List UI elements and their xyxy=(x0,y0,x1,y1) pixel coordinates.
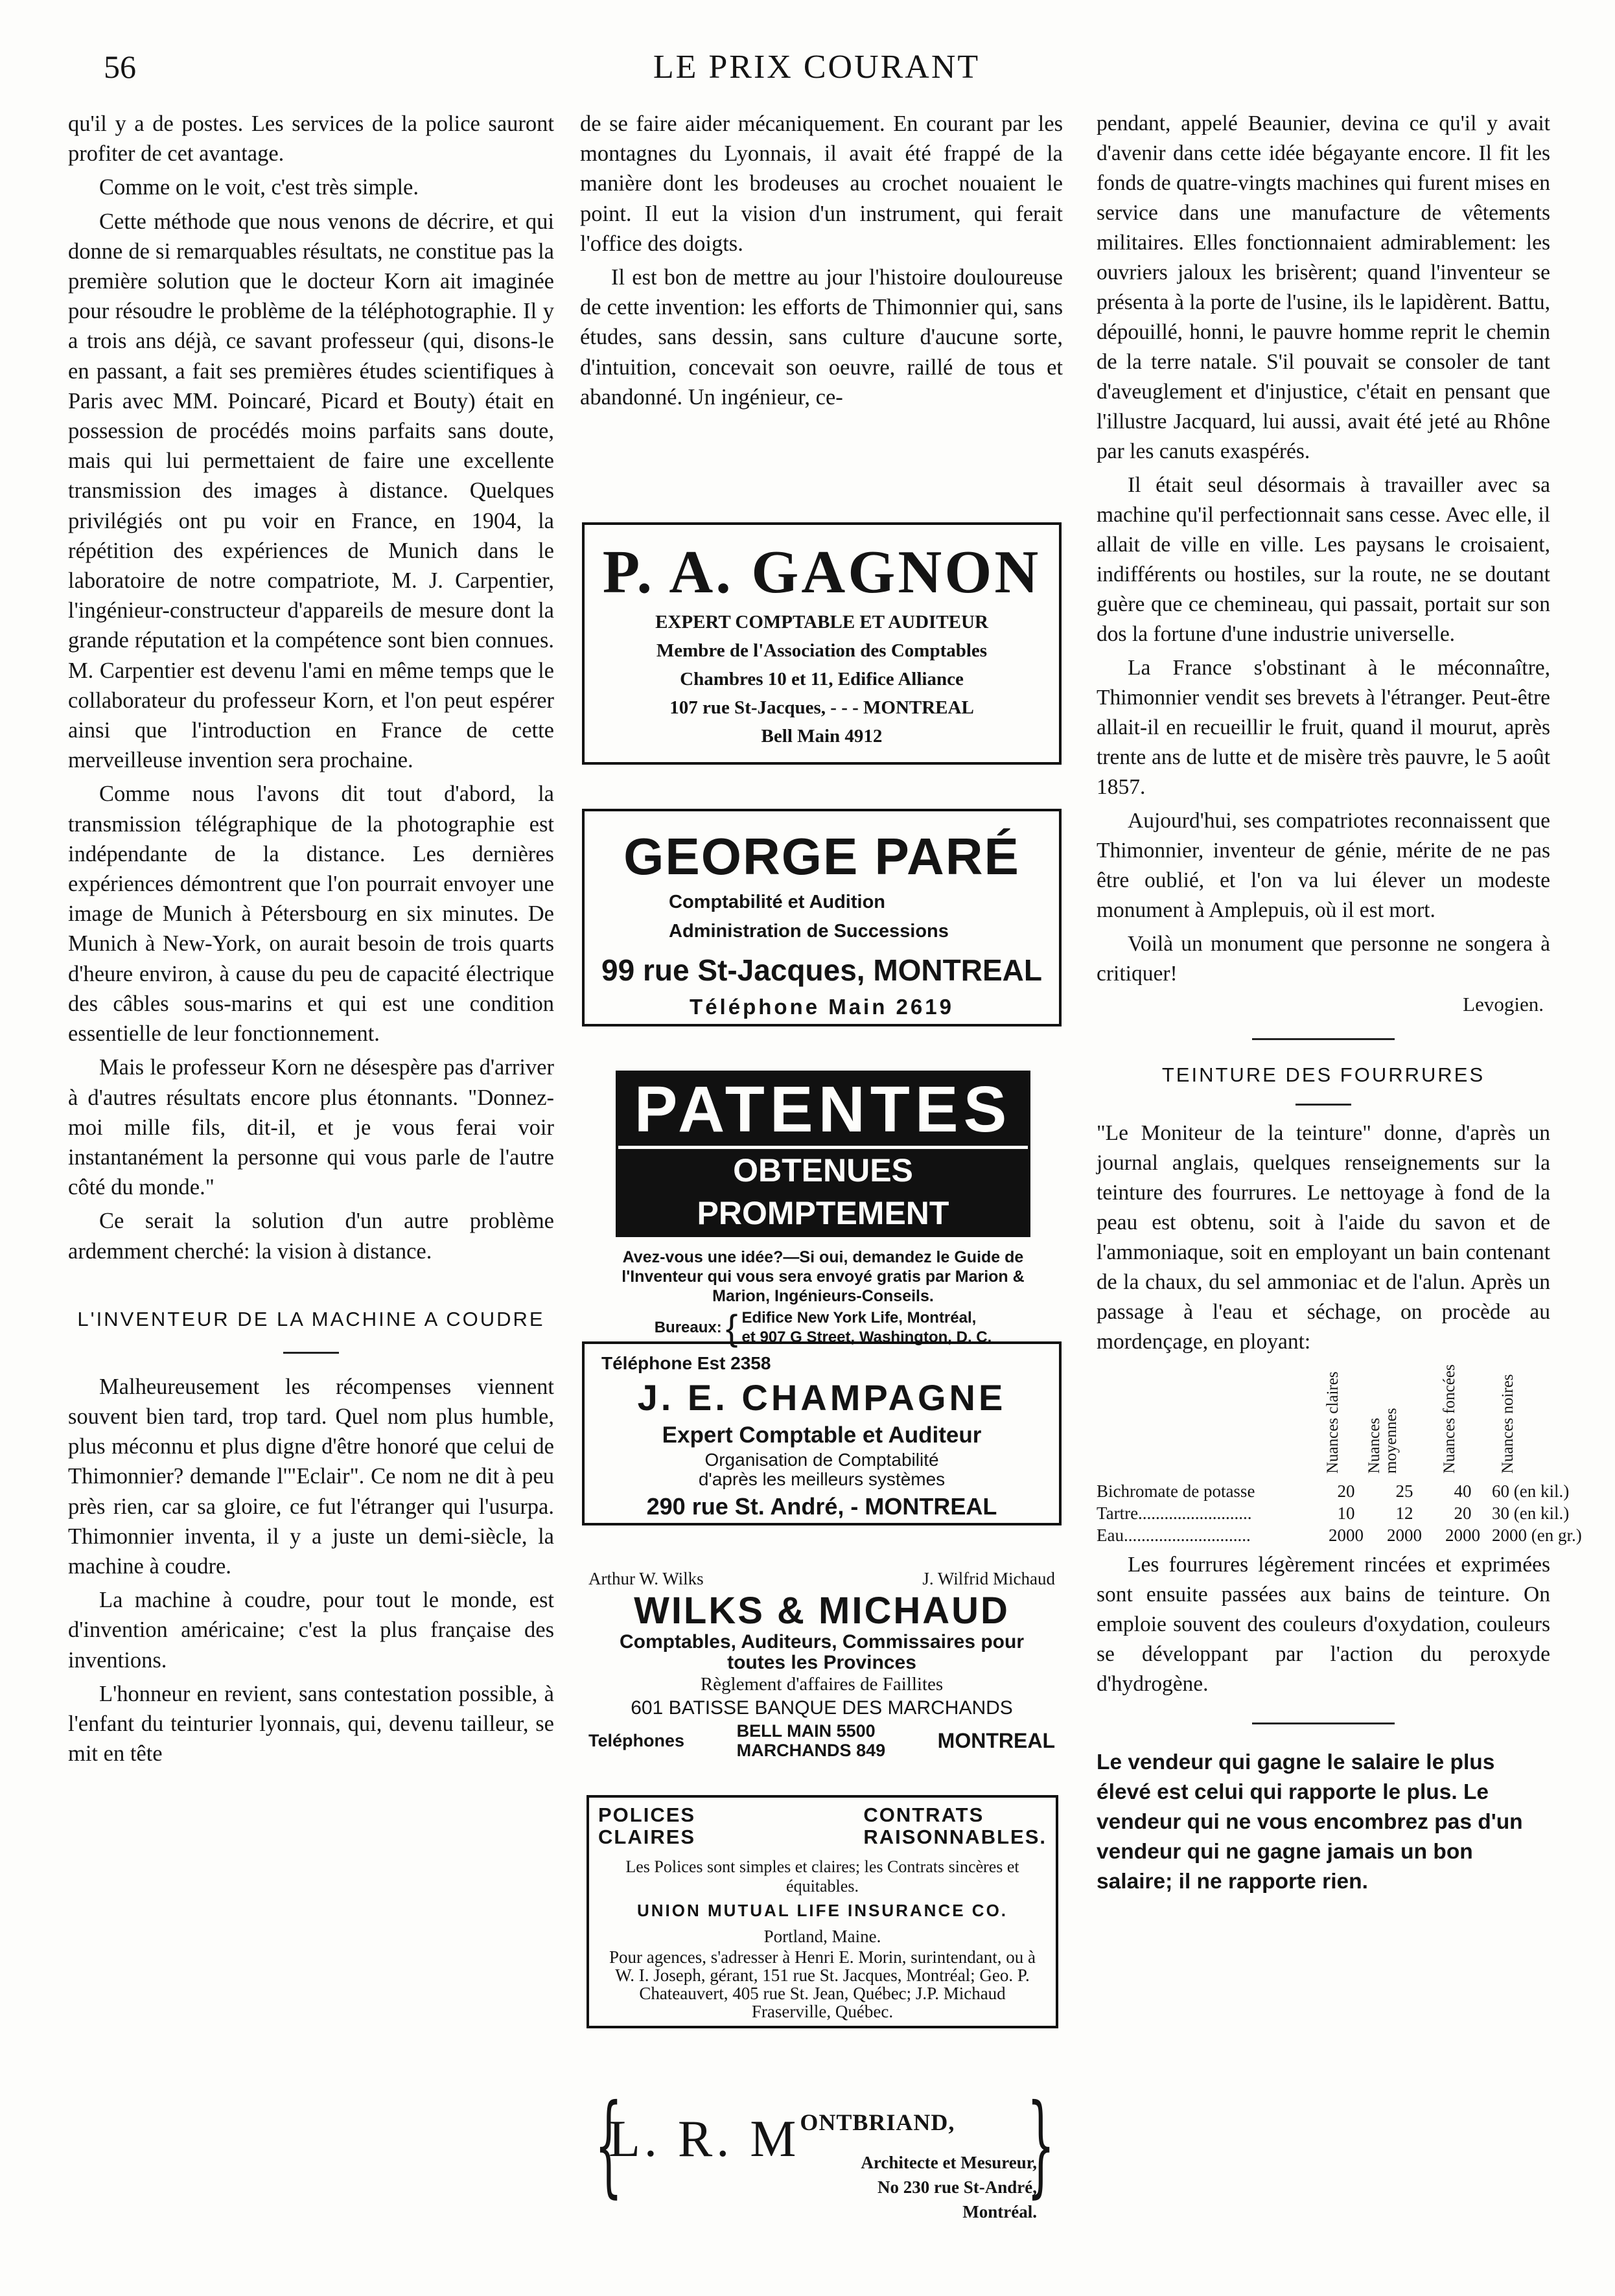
ad-wilks-tel: MARCHANDS 849 xyxy=(736,1741,886,1760)
ad-patentes-title: PATENTES xyxy=(634,1073,1012,1146)
table-cell: 12 xyxy=(1395,1503,1413,1523)
ad-patentes-bureaux-label: Bureaux: xyxy=(654,1319,722,1336)
divider xyxy=(1295,1104,1351,1106)
paragraph: Voilà un monument que personne ne songera à critiquer! xyxy=(1097,932,1550,986)
ad-champagne-address: 290 rue St. André, - MONTREAL xyxy=(646,1493,997,1520)
brace-icon: { xyxy=(594,2081,623,2209)
dye-col-label: Nuances moyennes xyxy=(1365,1408,1400,1474)
paragraph: pendant, appelé Beaunier, devina ce qu'il y avait d'avenir dans cette idée bégayante encore. Il fit les fonds de quatre-vingts machines qui furent mises en service dans une manufacture de vêtements militaires. Elles fonctionnaient admirablement: les ouvriers jaloux les brisèrent; quand l'inventeur se présenta à la porte de l'usine, ils le lapidèrent. Battu, dépouillé, honni, le pauvre homme reprit le chemin de la terre natale. S'il pouvait se consoler de tant d'aveuglement et d'injustice, c'était en pensant que l'illustre Jacquard, lui aussi, avait été jeté au Rhône par les canuts exaspérés. xyxy=(1097,111,1550,463)
ad-champagne-phone: Téléphone Est 2358 xyxy=(601,1353,771,1373)
dye-col-label: Nuances noires xyxy=(1499,1374,1516,1474)
divider xyxy=(283,1352,339,1354)
table-row xyxy=(1097,1480,1570,1502)
ad-gagnon-name: P. A. GAGNON xyxy=(602,539,1041,606)
paragraph: qu'il y a de postes. Les services de la police sauront profiter de cet avantage. xyxy=(68,111,554,167)
table-cell: 20 xyxy=(1454,1503,1472,1523)
ad-wilks-line: toutes les Provinces xyxy=(727,1652,916,1673)
divider xyxy=(1252,1722,1395,1724)
ad-union-head-text: POLICES xyxy=(598,1803,696,1826)
table-cell: 10 xyxy=(1337,1503,1355,1523)
ad-union-company: UNION MUTUAL LIFE INSURANCE CO. xyxy=(636,1901,1008,1920)
paragraph: Cette méthode que nous venons de décrire, et qui donne de si remarquables résultats, ne constitue pas la première solution que le docteur Korn ait imaginée pour résoudre le problème de la téléphotographie. Il y a trois ans déjà, ce savant professeur (qui, disons-le en passant, a fait ses premières études scientifiques à Paris avec MM. Poincaré, Picard et Bouty) était en possession de procédés moins parfaits sans doute, mais qui lui permettaient de faire une excellente transmission des images à distance. Quelques privilégiés ont pu voir en France, en 1904, la répétition des expériences de Munich dans le laboratoire de notre compatriote, M. J. Carpentier, l'ingénieur-constructeur d'appareils de mesure dont la grande réputation et la compétence sont bien connues. M. Carpentier est devenu l'ami en même temps que le collaborateur du professeur Korn, et l'on peut espérer ainsi que l'introduction en France de cette merveilleuse invention sera prochaine. xyxy=(68,209,554,773)
paragraph: Il est bon de mettre au jour l'histoire douloureuse de cette invention: les efforts de Thimonnier qui, sans études, sans dessin, sans culture d'aucune sorte, d'intuition, concevait son oeuvre, raillé de tous et abandonné. Un ingénieur, ce- xyxy=(580,265,1063,410)
ad-gagnon xyxy=(582,522,1062,765)
ad-gagnon-line: Chambres 10 et 11, Edifice Alliance xyxy=(680,669,964,690)
ad-wilks-partner: J. Wilfrid Michaud xyxy=(922,1569,1055,1588)
paragraph: Aujourd'hui, ses compatriotes reconnaissent que Thimonnier, inventeur de génie, mérite de ne pas être oublié, et l'on va lui élever un modeste monument à Amplepuis, où il est mort. xyxy=(1097,809,1550,922)
signature: Levogien. xyxy=(1463,993,1544,1015)
column-3 xyxy=(1097,109,1582,1901)
journal-title: LE PRIX COURANT xyxy=(653,49,981,86)
ad-union-head-text: CLAIRES xyxy=(598,1826,696,1848)
paragraph: Les fourrures légèrement rincées et exprimées sont ensuite passées aux bains de teinture. On emploie souvent des couleurs d'oxydation, couleurs se développant par l'action du peroxyde d'hydrogène. xyxy=(1097,1553,1550,1696)
dye-col-label: Nuances claires xyxy=(1324,1371,1342,1474)
ad-montbriand-line: Montréal. xyxy=(962,2202,1037,2221)
table-cell: 60 (en kil.) xyxy=(1492,1481,1570,1501)
ad-pare-line: Comptabilité et Audition xyxy=(669,892,886,912)
ad-union-head xyxy=(598,1804,1047,1848)
ad-wilks-city: MONTREAL xyxy=(937,1728,1055,1752)
ad-union-line: Les Polices sont simples et claires; les Contrats sincères et équitables. xyxy=(625,1857,1019,1896)
table-row-label: Bichromate de potasse xyxy=(1097,1481,1255,1501)
ad-union-head-right xyxy=(863,1804,1047,1848)
ad-gagnon-line: EXPERT COMPTABLE ET AUDITEUR xyxy=(655,612,988,632)
paragraph: Comme on le voit, c'est très simple. xyxy=(99,175,419,200)
ad-wilks-tel: BELL MAIN 5500 xyxy=(736,1721,876,1741)
ad-montbriand-details xyxy=(861,2150,1037,2224)
table-row xyxy=(1097,1502,1570,1524)
ad-union-city: Portland, Maine. xyxy=(763,1927,881,1946)
dye-col-header xyxy=(1492,1370,1550,1480)
brace-icon: { xyxy=(725,1307,738,1348)
paragraph: Comme nous l'avons dit tout d'abord, la transmission télégraphique de la photographie est indépendante de la distance. Les dernières expériences démontrent que l'on pourrait envoyer une image de Munich à Pétersbourg en six minutes. De Munich à New-York, on aurait besoin de trois quarts d'heure environ, à cause du peu de capacité électrique des câbles sous-marins et qui est une condition essentielle de leur fonctionnement. xyxy=(68,782,554,1047)
paragraph: La machine à coudre, pour tout le monde, est d'invention américaine; c'est la plus française des inventions. xyxy=(68,1588,554,1673)
ad-montbriand-initials: L. R. M xyxy=(609,2111,800,2168)
ad-patentes-bureau: et 907 G Street, Washington, D. C. xyxy=(741,1328,992,1346)
table-cell: 2000 xyxy=(1445,1525,1480,1545)
salesman-note: Le vendeur qui gagne le salaire le plus élevé est celui qui rapporte le plus. Le vendeur qui ne vous encombrez pas d'un vendeur qui ne gagne jamais un bon salaire; il ne rapporte rien. xyxy=(1097,1750,1523,1894)
dye-table-header xyxy=(1097,1364,1550,1480)
dye-table xyxy=(1097,1364,1582,1546)
table-cell: 40 xyxy=(1454,1481,1472,1501)
ad-champagne-line: Expert Comptable et Auditeur xyxy=(662,1422,982,1448)
ad-wilks-firm: WILKS & MICHAUD xyxy=(634,1590,1010,1632)
table-cell: 30 (en kil.) xyxy=(1492,1503,1570,1523)
ad-wilks-line: Règlement d'affaires de Faillites xyxy=(700,1674,944,1695)
paragraph: "Le Moniteur de la teinture" donne, d'après un journal anglais, quelques renseignements sur la teinture des fourrures. Le nettoyage à fond de la peau est obtenu, soit à l'aide du savon et de l'ammoniaque, soit en employant un bain contenant de la chaux, du sel ammoniac et de l'alun. Après un passage à l'eau et séchage, on procède au mordençage, en ployant: xyxy=(1097,1121,1550,1354)
table-cell: 20 xyxy=(1337,1481,1355,1501)
paragraph: La France s'obstinant à le méconnaître, Thimonnier vendit ses brevets à l'étranger. Peut-être allait-il en recueillir le fruit, quand il mourut, après trente ans de lutte et de misère très pauvre, le 5 août 1857. xyxy=(1097,656,1550,799)
ad-wilks-telephones xyxy=(582,1721,1062,1760)
ad-pare-name: GEORGE PARÉ xyxy=(623,828,1020,885)
table-row-label: Tartre.......................... xyxy=(1097,1503,1252,1523)
section-title-teinture: TEINTURE DES FOURRURES xyxy=(1161,1063,1485,1086)
ad-union-agencies: Pour agences, s'adresser à Henri E. Morin, surintendant, ou à W. I. Joseph, gérant, 151 rue St. Jacques, Montréal; Geo. P. Chateauvert, 405 rue St. Jean, Québec; J.P. Michaud Fraserville, Québec. xyxy=(609,1947,1036,2021)
paragraph: L'honneur en revient, sans contestation possible, à l'enfant du teinturier lyonnais, qui, devenu tailleur, se mit en tête xyxy=(68,1681,554,1767)
ad-gagnon-line: Membre de l'Association des Comptables xyxy=(656,640,988,661)
ad-wilks-tel-numbers xyxy=(737,1721,886,1760)
ad-montbriand-surname: ONTBRIAND, xyxy=(800,2109,955,2135)
ad-montbriand-line: Architecte et Mesureur, xyxy=(861,2153,1037,2172)
ad-wilks-tel-label: Teléphones xyxy=(588,1730,685,1750)
paragraph: de se faire aider mécaniquement. En courant par les montagnes du Lyonnais, il avait été frappé de la manière dont les brodeuses au crochet nouaient le point. Il eut la vision d'un instrument, qui ferait l'office des doigts. xyxy=(580,111,1063,256)
ad-montbriand xyxy=(587,2080,1063,2229)
dye-col-header xyxy=(1434,1364,1492,1480)
ad-patentes-subtitle: OBTENUES PROMPTEMENT xyxy=(618,1146,1028,1235)
dye-col-label: Nuances foncées xyxy=(1441,1364,1458,1474)
ad-pare-phone: Téléphone Main 2619 xyxy=(690,995,954,1019)
page-number: 56 xyxy=(104,49,136,85)
ad-gagnon-line: 107 rue St-Jacques, - - - MONTREAL xyxy=(669,697,974,718)
ad-union-head-text: RAISONNABLES. xyxy=(863,1826,1047,1848)
column-1 xyxy=(68,109,554,1772)
paragraph: Malheureusement les récompenses viennent souvent bien tard, trop tard. Quel nom plus humble, plus méconnu et plus digne d'être honoré que celui de Thimonnier? demande l'"Eclair". Ce nom ne dit à peu près rien, car sa gloire, ce fut l'étranger qui l'usurpa. Thimonnier inventa, il y a juste un demi-siècle, la machine à coudre. xyxy=(68,1374,554,1579)
ad-patentes-text: Avez-vous une idée?—Si oui, demandez le Guide de l'Inventeur qui vous sera envoyé gratis par Marion & Marion, Ingénieurs-Conseils. xyxy=(622,1248,1025,1305)
ad-montbriand-line: No 230 rue St-André, xyxy=(877,2177,1037,2197)
ad-patentes-banner xyxy=(616,1071,1030,1237)
ad-gagnon-line: Bell Main 4912 xyxy=(761,726,883,747)
ad-wilks-michaud xyxy=(582,1567,1062,1760)
ad-pare-address: 99 rue St-Jacques, MONTREAL xyxy=(601,953,1042,987)
table-row-label: Eau............................. xyxy=(1097,1525,1251,1545)
table-cell: 25 xyxy=(1395,1481,1413,1501)
ad-wilks-line: 601 BATISSE BANQUE DES MARCHANDS xyxy=(631,1697,1013,1719)
ad-champagne-name: J. E. CHAMPAGNE xyxy=(637,1377,1006,1418)
divider xyxy=(1252,1038,1395,1040)
table-cell: 2000 xyxy=(1329,1525,1364,1545)
ad-wilks-line: Comptables, Auditeurs, Commissaires pour xyxy=(619,1631,1025,1652)
page-header xyxy=(84,40,1549,92)
ad-wilks-partner: Arthur W. Wilks xyxy=(588,1569,704,1588)
ad-wilks-partners xyxy=(582,1567,1062,1590)
brace-icon: } xyxy=(1027,2081,1055,2209)
ad-union-head-text: CONTRATS xyxy=(863,1803,984,1826)
ad-union-head-left xyxy=(598,1804,695,1848)
table-row xyxy=(1097,1524,1582,1546)
ad-champagne-line: d'après les meilleurs systèmes xyxy=(698,1469,946,1489)
table-cell: 2000 (en gr.) xyxy=(1492,1525,1582,1545)
ad-patentes xyxy=(616,1071,1030,1347)
column-2 xyxy=(580,109,1063,416)
ad-pare xyxy=(582,809,1062,1026)
ad-champagne xyxy=(582,1341,1062,1525)
dye-col-header xyxy=(1365,1370,1434,1480)
table-cell: 2000 xyxy=(1387,1525,1422,1545)
section-title-machine-a-coudre: L'INVENTEUR DE LA MACHINE A COUDRE xyxy=(77,1307,545,1330)
ad-champagne-line: Organisation de Comptabilité xyxy=(704,1450,939,1470)
paragraph: Mais le professeur Korn ne désespère pas d'arriver à d'autres résultats encore plus étonnants. "Donnez-moi mille fils, dit-il, et je vous ferai voir instantanément la personne qui vous parle de l'autre côté du monde." xyxy=(68,1055,554,1200)
ad-patentes-bureau: Edifice New York Life, Montréal, xyxy=(741,1309,977,1327)
ad-pare-line: Administration de Successions xyxy=(669,921,949,942)
ad-union-mutual xyxy=(587,1795,1058,2028)
paragraph: Il était seul désormais à travailler avec sa machine qu'il perfectionnait sans cesse. Avec elle, il allait de ville en ville. Les paysans le croisaient, indifférents ou hostiles, sur la route, ne se doutant guère que ce chemineau, qui passait, portait sur son dos la fortune d'une industrie universelle. xyxy=(1097,473,1550,646)
paragraph: Ce serait la solution d'un autre problème ardemment cherché: la vision à distance. xyxy=(68,1209,554,1264)
